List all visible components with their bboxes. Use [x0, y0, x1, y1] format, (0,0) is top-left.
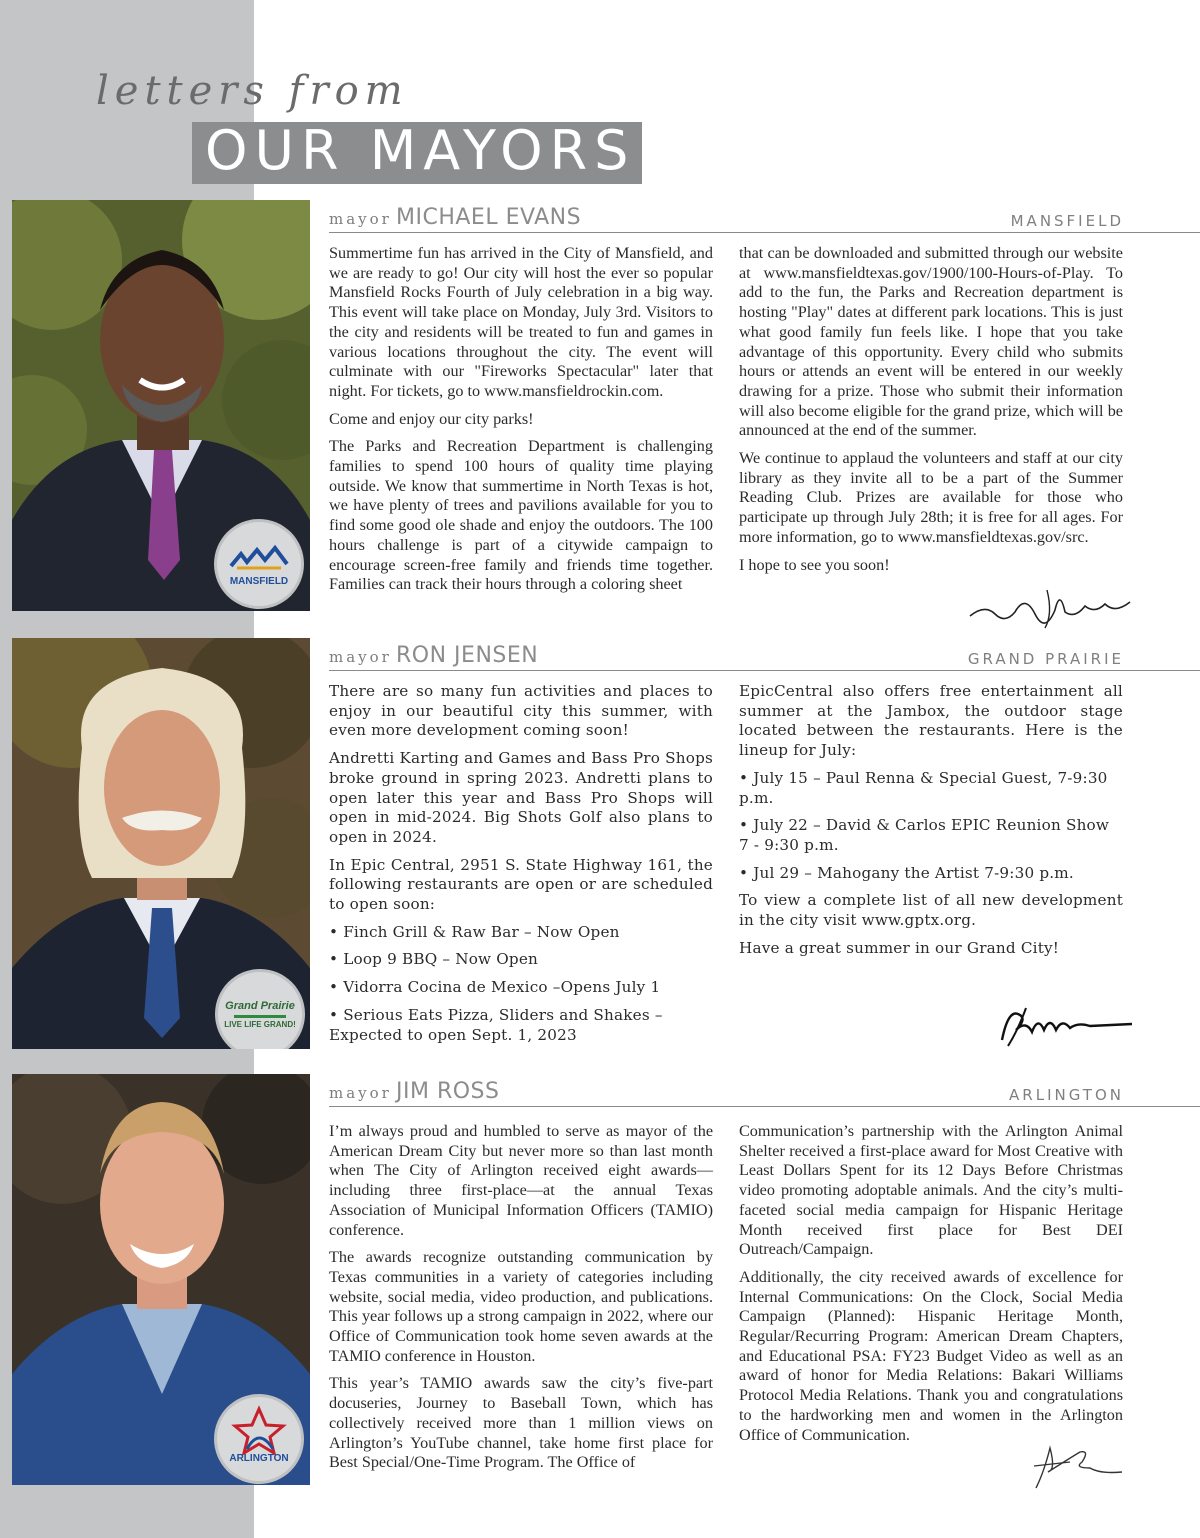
letter-column-1	[329, 682, 713, 1053]
paragraph: I’m always proud and humbled to serve as mayor of the American Dream City but never more so than last month when The City of Arlington received eight awards—including three first-place—at the annual Texas Association of Municipal Information Officers (TAMIO) conference.	[329, 1122, 713, 1239]
paragraph: Andretti Karting and Games and Bass Pro Shops broke ground in spring 2023. Andretti plans to open later this year and Bass Pro Shops will open in mid-2024. Big Shots Golf also plans to open in 2024.	[329, 749, 713, 846]
paragraph: We continue to applaud the volunteers and staff at our city library as they invite all to be a part of the Summer Reading Club. Prizes are available for those who participate up through July 28th; it is free for all ages. For more information, go to www.mansfieldtexas.gov/src.	[739, 449, 1123, 546]
paragraph: To view a complete list of all new development in the city visit www.gptx.org.	[739, 891, 1123, 930]
city-name: MANSFIELD	[1010, 212, 1124, 230]
page-kicker: letters from	[96, 68, 409, 114]
mayor-name: RON JENSEN	[396, 643, 539, 668]
mayor-photo-evans	[12, 200, 310, 611]
mayor-label: mayor	[329, 648, 392, 666]
letter-column-2	[739, 682, 1123, 966]
mayor-name-row	[329, 638, 1200, 671]
signature-ross	[1030, 1442, 1130, 1492]
mayor-photo-ross	[12, 1074, 310, 1485]
paragraph: There are so many fun activities and places to enjoy in our beautiful city this summer, with even more development coming soon!	[329, 682, 713, 740]
paragraph: In Epic Central, 2951 S. State Highway 161, the following restaurants are open or are scheduled to open soon:	[329, 855, 713, 914]
paragraph: This year’s TAMIO awards saw the city’s five-part docuseries, Journey to Baseball Town, which has collectively received more than 1 million views on Arlington’s YouTube channel, take home first place for Best Special/One-Time Program. The Office of	[329, 1374, 713, 1472]
paragraph: Come and enjoy our city parks!	[329, 409, 534, 428]
letter-column-2	[739, 1122, 1123, 1453]
city-badge-arlington: ARLINGTON	[217, 1397, 301, 1481]
city-name: ARLINGTON	[1009, 1086, 1124, 1104]
paragraph: The awards recognize outstanding communication by Texas communities in a variety of categories including website, social media, video production, and publications. This year follows up a strong campaign in 2022, where our Office of Communication took home seven awards at the TAMIO conference in Houston.	[329, 1248, 713, 1365]
letter-column-1	[329, 1122, 713, 1481]
list-item: • Serious Eats Pizza, Sliders and Shakes – Expected to open Sept. 1, 2023	[329, 1006, 713, 1045]
city-badge-grand-prairie: Grand Prairie LIVE LIFE GRAND!	[218, 972, 302, 1049]
mayor-name: MICHAEL EVANS	[396, 205, 582, 230]
signature-jensen	[998, 1000, 1138, 1050]
paragraph: Summertime fun has arrived in the City of Mansfield, and we are ready to go! Our city will host the ever so popular Mansfield Rocks Fourth of July celebration in a big way. This event will take place on Monday, July 3rd. Visitors to the city and residents will be treated to fun and games in various locations throughout the city. The event will culminate with our "Fireworks Spectacular" later that night. For tickets, go to www.mansfieldrockin.com.	[329, 244, 713, 400]
paragraph: that can be downloaded and submitted through our website at www.mansfieldtexas.gov/1900/100-Hours-of-Play. To add to the fun, the Parks and Recreation department is hosting "Play" dates at different park locations. This is just what good family fun feels like. I hope that you take advantage of this opportunity. Every child who submits hours or attends an event will be entered in our weekly drawing for a prize. Those who submit their information will also become eligible for the grand prize, which will be announced at the end of the summer.	[739, 244, 1123, 440]
city-badge-mansfield: MANSFIELD	[217, 522, 301, 606]
city-name: GRAND PRAIRIE	[967, 650, 1124, 668]
paragraph: I hope to see you soon!	[739, 555, 890, 574]
list-item: • Finch Grill & Raw Bar – Now Open	[329, 923, 713, 943]
list-item: • Loop 9 BBQ – Now Open	[329, 950, 713, 970]
arlington-star-icon	[217, 1405, 301, 1455]
paragraph: EpicCentral also offers free entertainment all summer at the Jambox, the outdoor stage located between the restaurants. Here is the lineup for July:	[739, 682, 1123, 760]
paragraph: Communication’s partnership with the Arlington Animal Shelter received a first-place award for Most Creative with Least Dollars Spent for its 12 Days Before Christmas video promoting adoptable animals. And the city’s multi-faceted social media campaign for Hispanic Heritage Month received first place for Best DEI Outreach/Campaign.	[739, 1122, 1123, 1259]
mayor-label: mayor	[329, 1084, 392, 1102]
page-title: OUR MAYORS	[205, 119, 636, 182]
mayor-name-row	[329, 200, 1200, 233]
paragraph: The Parks and Recreation Department is challenging families to spend 100 hours of quality time playing outside. We know that summertime in North Texas is hot, we have plenty of trees and pavilions available for you to find some good ole shade and enjoy the outdoors. The 100 hours challenge is part of a citywide campaign to encourage screen-free family and friends time together. Families can track their hours through a coloring sheet	[329, 437, 713, 594]
mayor-label: mayor	[329, 210, 392, 228]
letter-column-2	[739, 244, 1123, 583]
list-item: • July 22 – David & Carlos EPIC Reunion Show 7 - 9:30 p.m.	[739, 816, 1123, 855]
mayor-photo-jensen	[12, 638, 310, 1049]
paragraph: Additionally, the city received awards of excellence for Internal Communications: On the Clock, Social Media Campaign (Planned): Hispanic Heritage Month, Regular/Recurring Program: American Dream Chapters, and Educational PSA: FY23 Budget Video as well as an award of honor for Media Relations: Bakari Williams Protocol Media Relations. Thank you and congratulations to the hardworking men and women in the Arlington Office of Communication.	[739, 1267, 1123, 1444]
signature-evans	[965, 584, 1145, 634]
mayor-name: JIM ROSS	[396, 1079, 500, 1104]
letter-column-1	[329, 244, 713, 603]
list-item: • Jul 29 – Mahogany the Artist 7-9:30 p.m.	[739, 864, 1123, 884]
list-item: • July 15 – Paul Renna & Special Guest, 7-9:30 p.m.	[739, 769, 1123, 808]
list-item: • Vidorra Cocina de Mexico –Opens July 1	[329, 978, 713, 998]
mayor-name-row	[329, 1074, 1200, 1107]
mansfield-logo-icon	[217, 536, 301, 576]
paragraph: Have a great summer in our Grand City!	[739, 938, 1060, 957]
